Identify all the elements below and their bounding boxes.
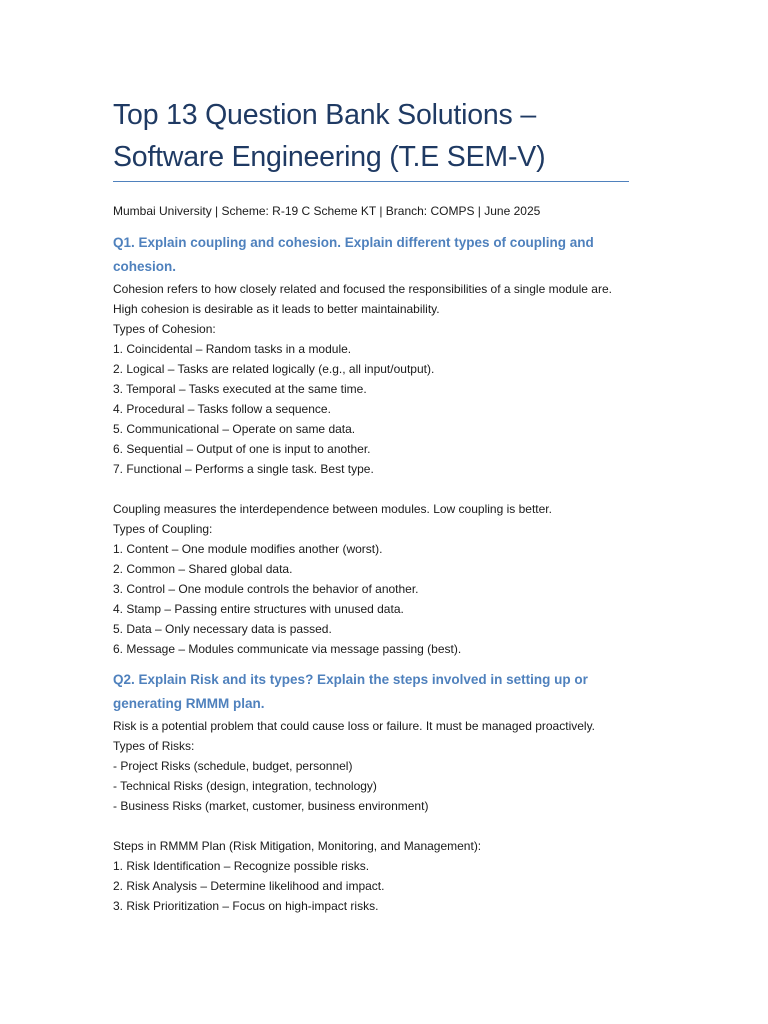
document-meta: Mumbai University | Scheme: R-19 C Scheme KT | Branch: COMPS | June 2025 [113, 204, 541, 218]
cohesion-type-item: 6. Sequential – Output of one is input to another. [113, 442, 371, 456]
coupling-types-label: Types of Coupling: [113, 522, 213, 536]
document-title [113, 94, 633, 178]
q2-heading-line-1: Q2. Explain Risk and its types? Explain the steps involved in setting up or [113, 672, 588, 687]
cohesion-type-item: 7. Functional – Performs a single task. Best type. [113, 462, 374, 476]
cohesion-intro-line-1: Cohesion refers to how closely related and focused the responsibilities of a single module are. [113, 282, 612, 296]
coupling-intro: Coupling measures the interdependence between modules. Low coupling is better. [113, 502, 552, 516]
cohesion-intro-line-2: High cohesion is desirable as it leads to better maintainability. [113, 302, 440, 316]
cohesion-type-item: 5. Communicational – Operate on same data. [113, 422, 356, 436]
q2-body [113, 716, 633, 916]
coupling-type-item: 3. Control – One module controls the behavior of another. [113, 582, 419, 596]
q1-body [113, 279, 633, 659]
coupling-type-item: 6. Message – Modules communicate via message passing (best). [113, 642, 462, 656]
title-underline [113, 181, 629, 182]
risk-type-item: - Business Risks (market, customer, business environment) [113, 799, 429, 813]
coupling-type-item: 1. Content – One module modifies another (worst). [113, 542, 383, 556]
q2-heading-line-2: generating RMMM plan. [113, 696, 265, 711]
document-page [113, 94, 633, 916]
risk-types-label: Types of Risks: [113, 739, 195, 753]
paragraph-spacer [113, 479, 633, 499]
title-line-2: Software Engineering (T.E SEM-V) [113, 141, 546, 173]
q1-heading-line-2: cohesion. [113, 259, 177, 274]
cohesion-type-item: 3. Temporal – Tasks executed at the same time. [113, 382, 367, 396]
q1-heading-line-1: Q1. Explain coupling and cohesion. Explain different types of coupling and [113, 235, 594, 250]
title-line-1: Top 13 Question Bank Solutions – [113, 99, 536, 131]
risk-intro: Risk is a potential problem that could cause loss or failure. It must be managed proactively. [113, 719, 596, 733]
rmmm-label: Steps in RMMM Plan (Risk Mitigation, Monitoring, and Management): [113, 839, 482, 853]
q1-heading [113, 231, 633, 279]
risk-type-item: - Project Risks (schedule, budget, personnel) [113, 759, 353, 773]
coupling-type-item: 4. Stamp – Passing entire structures with unused data. [113, 602, 404, 616]
paragraph-spacer [113, 816, 633, 836]
cohesion-type-item: 1. Coincidental – Random tasks in a module. [113, 342, 352, 356]
q2-heading [113, 668, 633, 716]
risk-type-item: - Technical Risks (design, integration, technology) [113, 779, 377, 793]
rmmm-step-item: 3. Risk Prioritization – Focus on high-impact risks. [113, 899, 379, 913]
rmmm-step-item: 1. Risk Identification – Recognize possible risks. [113, 859, 370, 873]
coupling-type-item: 5. Data – Only necessary data is passed. [113, 622, 332, 636]
coupling-type-item: 2. Common – Shared global data. [113, 562, 293, 576]
rmmm-step-item: 2. Risk Analysis – Determine likelihood and impact. [113, 879, 385, 893]
cohesion-types-label: Types of Cohesion: [113, 322, 216, 336]
cohesion-type-item: 2. Logical – Tasks are related logically (e.g., all input/output). [113, 362, 435, 376]
cohesion-type-item: 4. Procedural – Tasks follow a sequence. [113, 402, 331, 416]
